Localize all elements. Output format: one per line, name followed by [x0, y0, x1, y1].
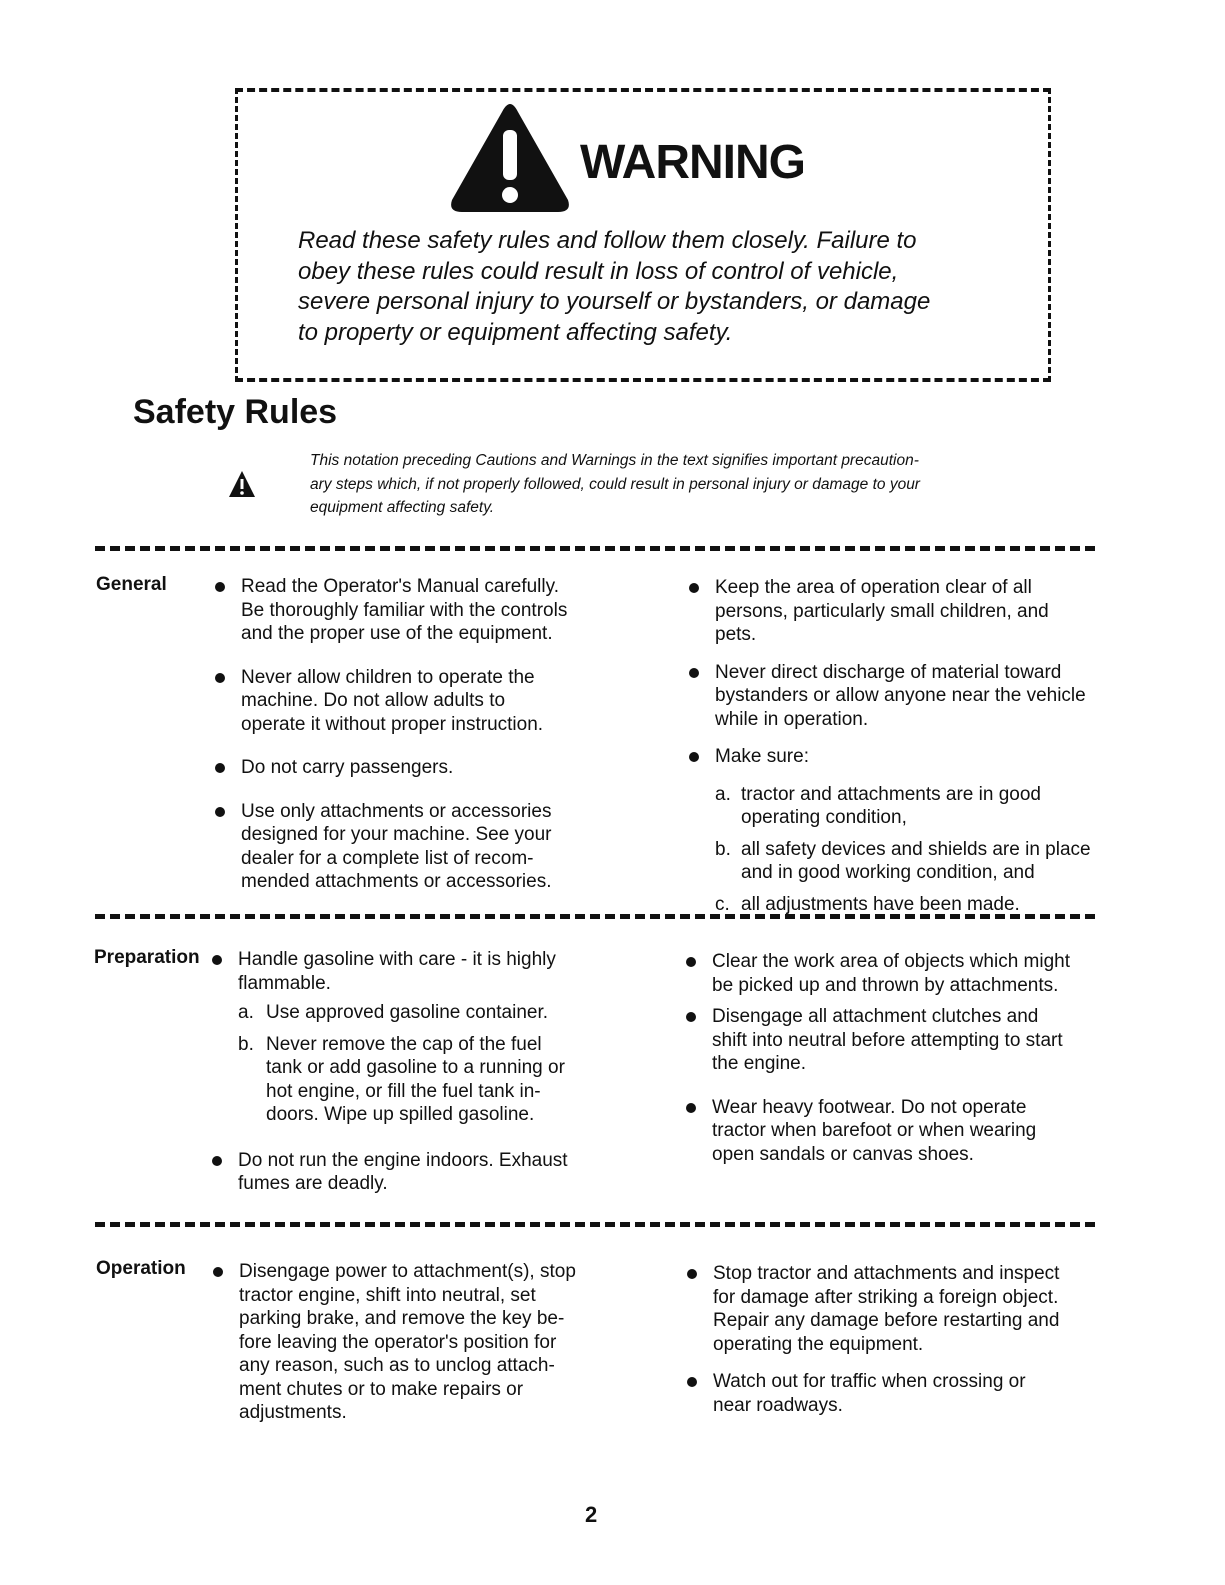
sub-letter: c. [715, 893, 730, 915]
list-item: Use only attachments or accessories designed for your machine. See your dealer for a complete list of recom- mended attachments or accessories. [215, 800, 655, 894]
sub-letter: b. [715, 838, 731, 860]
list-item: Keep the area of operation clear of all persons, particularly small children, and pets. [689, 576, 1139, 647]
section-label-preparation: Preparation [94, 947, 200, 968]
list-item: Wear heavy footwear. Do not operate tractor when barefoot or when wearing open sandals or canvas shoes. [686, 1096, 1136, 1167]
list-item: Clear the work area of objects which might be picked up and thrown by attachments. [686, 950, 1136, 997]
list-item: Read the Operator's Manual carefully. Be thoroughly familiar with the controls and the proper use of the equipment. [215, 575, 655, 646]
list-item: Do not carry passengers. [215, 756, 655, 780]
page-number: 2 [585, 1502, 598, 1527]
sub-letter: b. [238, 1033, 254, 1055]
section-label-general: General [96, 574, 167, 595]
section-label-operation: Operation [96, 1258, 186, 1279]
general-left-column [215, 575, 655, 908]
list-item: Watch out for traffic when crossing or near roadways. [687, 1370, 1137, 1417]
sub-letter: a. [238, 1002, 254, 1023]
warning-triangle-icon [448, 100, 572, 215]
list-item: Disengage all attachment clutches and shift into neutral before attempting to start the engine. [686, 1005, 1136, 1076]
section-divider [95, 1222, 1095, 1227]
general-right-column [689, 576, 1139, 924]
section-divider [95, 546, 1095, 551]
sub-item: Never remove the cap of the fuel tank or add gasoline to a running or hot engine, or fill the fuel tank in- doors. Wipe up spilled gasoline. [266, 1033, 565, 1125]
operation-left-column [213, 1260, 653, 1439]
preparation-right-column [686, 950, 1136, 1180]
list-item: Disengage power to attachment(s), stop tractor engine, shift into neutral, set parking brake, and remove the key be- fore leaving the operator's position for any reason, such as to unclog attach- ment chutes or to make repairs or adjustments. [213, 1260, 653, 1425]
warning-text: Read these safety rules and follow them closely. Failure to obey these rules could result in loss of control of vehicle, severe personal injury to yourself or bystanders, or damage to property or equipment affecting safety. [298, 227, 931, 346]
sub-letter: a. [715, 783, 731, 805]
sub-item: all safety devices and shields are in place and in good working condition, and [741, 838, 1091, 883]
operation-right-column [687, 1262, 1137, 1431]
list-item: Handle gasoline with care - it is highly flammable. [212, 948, 652, 995]
notation-note: This notation preceding Cautions and Warnings in the text signifies important precaution- ary steps which, if not properly followed, could result in personal injury or damage to your equipment affecting safety. [310, 452, 920, 516]
warning-title: WARNING [580, 136, 805, 189]
sub-item: all adjustments have been made. [741, 893, 1020, 915]
list-item: Never direct discharge of material toward bystanders or allow anyone near the vehicle while in operation. [689, 661, 1139, 732]
page-title: Safety Rules [133, 393, 338, 431]
list-item: Never allow children to operate the machine. Do not allow adults to operate it without proper instruction. [215, 666, 655, 737]
preparation-left-column [212, 948, 652, 1210]
list-item: Stop tractor and attachments and inspect for damage after striking a foreign object. Repair any damage before restarting and operating the equipment. [687, 1262, 1137, 1356]
section-divider [95, 914, 1095, 919]
list-item: Do not run the engine indoors. Exhaust fumes are deadly. [212, 1149, 652, 1196]
sub-item: Use approved gasoline container. [266, 1002, 549, 1023]
sub-item: tractor and attachments are in good operating condition, [741, 783, 1041, 828]
list-item: Make sure: [689, 745, 1139, 769]
caution-triangle-icon [228, 470, 256, 498]
